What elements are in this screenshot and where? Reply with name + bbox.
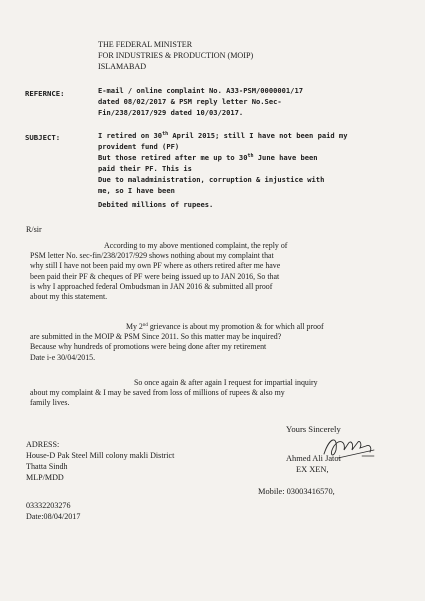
closing-yours-sincerely: Yours Sincerely (286, 424, 341, 434)
subject-line-4: paid their PF. This is (98, 164, 192, 173)
body-line: are submitted in the MOIP & PSM Since 2011. So this matter may be inquired? (30, 332, 282, 342)
body-paragraph-1 (30, 241, 287, 302)
body-line: PSM letter No. sec-fin/238/2017/929 shows nothing about my complaint that (30, 251, 274, 261)
reference-line-3: Fin/238/2017/929 dated 10/03/2017. (98, 108, 244, 117)
address-phone: 03332203276 (26, 501, 71, 510)
address-date: Date:08/04/2017 (26, 512, 81, 521)
subject-line-1: I retired on 30th April 2015; still I have not been paid my (98, 131, 348, 140)
body-paragraph-2 (30, 322, 324, 363)
subject-label: SUBJECT: (25, 133, 61, 142)
addressee-line-1: THE FEDERAL MINISTER (98, 40, 193, 49)
body-line: My 2nd grievance is about my promotion & for which all proof (126, 322, 324, 331)
reference-line-1: E-mail / online complaint No. A33-PSM/0000001/17 (98, 86, 303, 95)
addressee-line-3: ISLAMABAD (98, 62, 147, 71)
body-line: Date i-e 30/04/2015. (30, 352, 96, 362)
address-line-1: House-D Pak Steel Mill colony makli District (26, 451, 175, 460)
signatory-mobile: Mobile: 03003416570, (258, 487, 335, 496)
subject-line-3: But those retired after me up to 30th June have been (98, 153, 318, 162)
body-line: is why I approached federal Ombudsman in JAN 2016 & submitted all proof (30, 281, 273, 291)
subject-line-5: Due to maladministration, corruption & injustice with (98, 175, 325, 184)
subject-line-7: Debited millions of rupees. (98, 200, 214, 209)
address-heading: ADRESS: (26, 440, 60, 449)
signatory-title: EX XEN, (296, 465, 329, 474)
body-line: been paid their PF & cheques of PF were being issued up to JAN 2016, So that (30, 271, 280, 281)
signatory-name: Ahmed Ali Jatoi (286, 454, 341, 463)
body-line: family lives. (30, 398, 70, 408)
body-paragraph-3 (30, 378, 318, 409)
salutation: R/sir (26, 225, 42, 234)
address-line-2: Thatta Sindh (26, 462, 68, 471)
body-line: So once again & after again I request for impartial inquiry (134, 378, 318, 387)
reference-label: REFERNCE: (25, 89, 65, 98)
subject-line-6: me, so I have been (98, 186, 175, 195)
address-line-3: MLP/MDD (26, 473, 64, 482)
body-line: about my complaint & I may be saved from loss of millions of rupees & also my (30, 388, 285, 398)
addressee-line-2: FOR INDUSTRIES & PRODUCTION (MOIP) (98, 51, 254, 60)
body-line: about my this statement. (30, 292, 108, 302)
body-line: According to my above mentioned complaint, the reply of (104, 241, 288, 250)
subject-line-2: provident fund (PF) (98, 142, 180, 151)
body-line: why still I have not been paid my own PF where as others retired after me have (30, 261, 281, 271)
body-line: Because why hundreds of promotions were being done after my retirement (30, 342, 267, 352)
reference-line-2: dated 08/02/2017 & PSM reply letter No.Sec- (98, 97, 282, 106)
